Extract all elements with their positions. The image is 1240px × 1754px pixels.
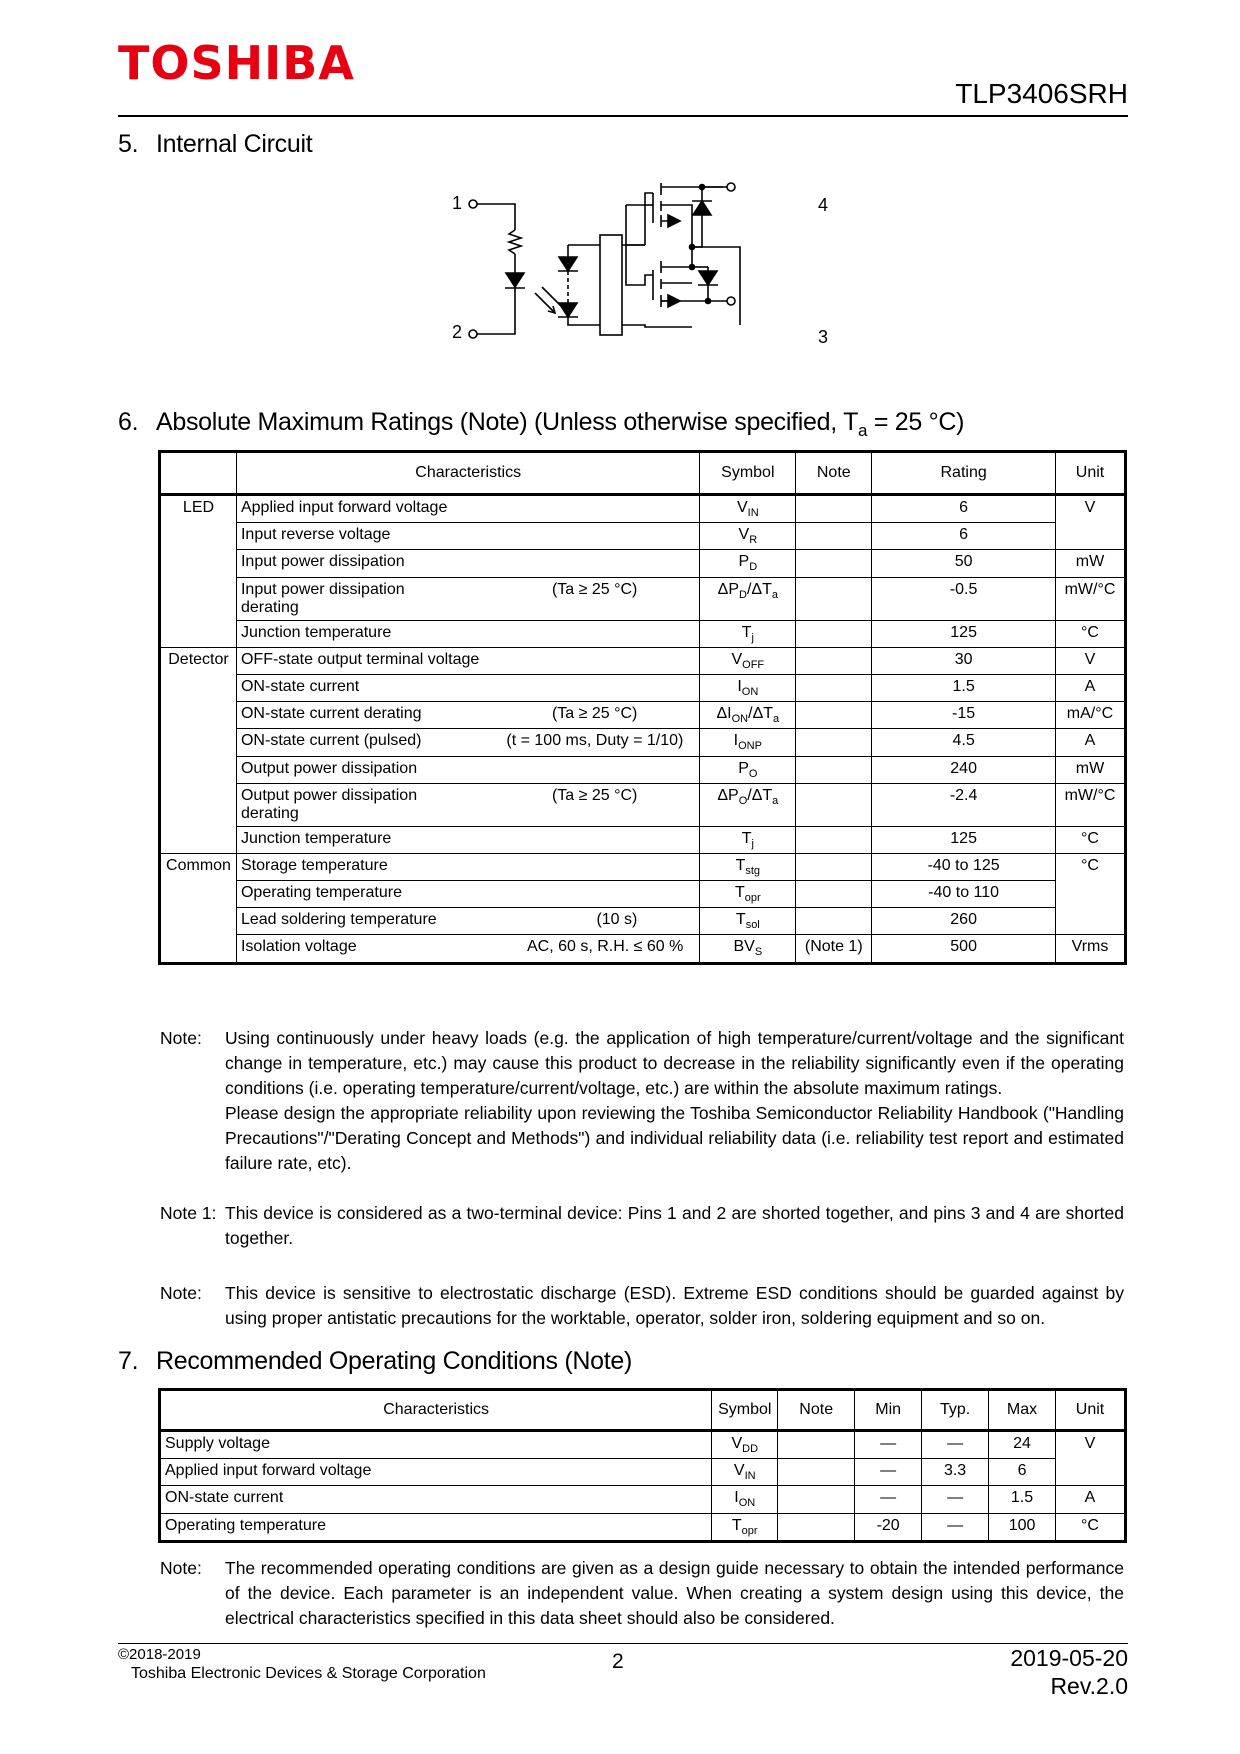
row-rating: 6 <box>872 523 1056 550</box>
row-typ: — <box>922 1486 989 1513</box>
row-note <box>796 729 872 756</box>
row-characteristic: Input power dissipation <box>240 553 405 571</box>
amr-row <box>161 783 1125 826</box>
row-symbol: $T_{sol}$ <box>700 908 796 935</box>
amr-row <box>161 935 1125 962</box>
row-unit: mW/°C <box>1056 577 1125 620</box>
row-min: — <box>855 1486 922 1513</box>
amr-row <box>161 826 1125 853</box>
row-note <box>796 495 872 523</box>
row-symbol: $T_{opr}$ <box>700 881 796 908</box>
row-unit: mW <box>1056 756 1125 783</box>
amr-row <box>161 702 1125 729</box>
row-symbol: $I_{ON}$ <box>700 674 796 701</box>
amr-row <box>161 620 1125 647</box>
company-name: Toshiba Electronic Devices & Storage Corporation <box>131 1665 486 1682</box>
row-condition: (t = 100 ms, Duty = 1/10) <box>506 732 684 750</box>
section-5-heading: 5. Internal Circuit <box>118 130 313 158</box>
copyright: ©2018-2019 <box>118 1646 201 1663</box>
amr-row <box>161 908 1125 935</box>
row-unit: mA/°C <box>1056 702 1125 729</box>
row-unit: A <box>1056 729 1125 756</box>
row-note <box>778 1513 855 1540</box>
col-min: Min <box>855 1391 922 1431</box>
row-symbol: $I_{ONP}$ <box>700 729 796 756</box>
row-rating: -40 to 110 <box>872 881 1056 908</box>
amr-row <box>161 523 1125 550</box>
row-symbol: $V_{IN}$ <box>712 1459 778 1486</box>
pin-2-label: 2 <box>452 322 463 342</box>
group-detector: Detector <box>161 647 237 853</box>
row-symbol: $V_{OFF}$ <box>700 647 796 674</box>
row-min: -20 <box>855 1513 922 1540</box>
row-characteristic: ON-state current derating <box>240 705 422 723</box>
amr-note: Note: Using continuously under heavy loads (e.g. the application of high temperature/current/voltage and the significant change in temperature, etc.) may cause this product to decrease in the reliability significantly even if the operating conditions (i.e. operating temperature/current/voltage, etc.) are within the absolute maximum ratings. Please design the appropriate reliability upon reviewing the Toshiba Semiconductor Reliability Handbook ("Handling Precautions"/"Derating Concept and Methods") and individual reliability data (i.e. reliability test report and estimated failure rate, etc). <box>160 1028 1124 1173</box>
row-note <box>796 853 872 880</box>
row-min: — <box>855 1431 922 1459</box>
row-characteristic: Output power dissipation derating <box>240 786 418 822</box>
row-note <box>778 1486 855 1513</box>
row-rating: 4.5 <box>872 729 1056 756</box>
row-symbol: $T_j$ <box>700 826 796 853</box>
amr-row <box>161 674 1125 701</box>
row-note <box>796 702 872 729</box>
row-characteristic: Isolation voltage <box>240 938 357 956</box>
row-unit: Vrms <box>1056 935 1125 962</box>
row-symbol: $P_O$ <box>700 756 796 783</box>
row-note <box>796 756 872 783</box>
row-condition: (10 s) <box>596 911 638 929</box>
row-rating: 30 <box>872 647 1056 674</box>
row-unit: °C <box>1056 620 1125 647</box>
row-max: 24 <box>989 1431 1056 1459</box>
roc-note: Note: The recommended operating conditions are given as a design guide necessary to obtain the intended performance of the device. Each parameter is an independent value. When creating a system design using this device, the electrical characteristics specified in this data sheet should also be considered. <box>160 1558 1124 1628</box>
row-note <box>778 1459 855 1486</box>
pin-1-label: 1 <box>452 193 463 213</box>
row-characteristic: ON-state current <box>161 1486 712 1513</box>
row-symbol: $BV_S$ <box>700 935 796 962</box>
row-characteristic: Applied input forward voltage <box>240 499 448 516</box>
row-unit: °C <box>1056 826 1125 853</box>
row-note <box>796 881 872 908</box>
row-note <box>796 577 872 620</box>
row-typ: — <box>922 1431 989 1459</box>
row-characteristic: Input reverse voltage <box>240 526 391 544</box>
section-6-heading: 6. Absolute Maximum Ratings (Note) (Unless otherwise specified, $T_a = 25$ °C) <box>118 408 965 440</box>
roc-row <box>161 1513 1125 1540</box>
row-min: — <box>855 1459 922 1486</box>
row-note <box>796 826 872 853</box>
col-note: Note <box>778 1391 855 1431</box>
esd-note: Note: This device is sensitive to electrostatic discharge (ESD). Extreme ESD conditions should be guarded against by using proper antistatic precautions for the worktable, operator, solder iron, soldering equipment and so on. <box>160 1283 1124 1328</box>
row-characteristic: ON-state current <box>240 677 360 695</box>
col-characteristics: Characteristics <box>236 453 699 495</box>
row-condition: (Ta ≥ 25 °C) <box>551 786 638 804</box>
row-note <box>796 908 872 935</box>
col-note: Note <box>796 453 872 495</box>
row-typ: 3.3 <box>922 1459 989 1486</box>
internal-circuit-diagram <box>440 175 840 385</box>
amr-row <box>161 495 1125 523</box>
pin-4-label: 4 <box>818 195 829 215</box>
row-characteristic: OFF-state output terminal voltage <box>240 650 480 668</box>
row-rating: -0.5 <box>872 577 1056 620</box>
row-unit: V <box>1056 495 1125 550</box>
row-condition: (Ta ≥ 25 °C) <box>551 580 638 598</box>
row-max: 100 <box>989 1513 1056 1540</box>
row-symbol: $P_D$ <box>700 550 796 577</box>
group-led: LED <box>161 495 237 648</box>
row-note <box>796 674 872 701</box>
row-symbol: $I_{ON}$ <box>712 1486 778 1513</box>
row-characteristic: Junction temperature <box>240 623 392 641</box>
row-unit: V <box>1056 1431 1125 1486</box>
amr-row <box>161 853 1125 880</box>
row-rating: 125 <box>872 620 1056 647</box>
header-rule <box>118 115 1128 117</box>
row-rating: 50 <box>872 550 1056 577</box>
row-rating: 125 <box>872 826 1056 853</box>
toshiba-logo: TOSHIBA <box>118 36 355 90</box>
row-characteristic: Storage temperature <box>240 856 388 874</box>
row-characteristic: Lead soldering temperature <box>240 911 437 929</box>
section-7-heading: 7. Recommended Operating Conditions (Note) <box>118 1347 633 1375</box>
row-rating: 500 <box>872 935 1056 962</box>
row-symbol: $\Delta P_O/\Delta T_a$ <box>700 783 796 826</box>
row-max: 1.5 <box>989 1486 1056 1513</box>
col-unit: Unit <box>1056 1391 1125 1431</box>
row-symbol: $V_{IN}$ <box>700 495 796 523</box>
amr-row <box>161 550 1125 577</box>
doc-date: 2019-05-20 <box>1010 1645 1128 1671</box>
row-characteristic: Output power dissipation <box>240 759 418 777</box>
row-typ: — <box>922 1513 989 1540</box>
col-unit: Unit <box>1056 453 1125 495</box>
amr-row <box>161 647 1125 674</box>
amr-row <box>161 881 1125 908</box>
row-rating: -15 <box>872 702 1056 729</box>
row-unit: V <box>1056 647 1125 674</box>
row-unit: A <box>1056 674 1125 701</box>
row-unit: mW <box>1056 550 1125 577</box>
row-unit: °C <box>1056 853 1125 935</box>
row-symbol: $\Delta P_D/\Delta T_a$ <box>700 577 796 620</box>
row-characteristic: Operating temperature <box>161 1513 712 1540</box>
amr-row <box>161 756 1125 783</box>
recommended-operating-conditions-table <box>160 1390 1125 1541</box>
amr-note-1: Note 1: This device is considered as a two-terminal device: Pins 1 and 2 are shorted together, and pins 3 and 4 are shorted together. <box>160 1203 1124 1248</box>
row-max: 6 <box>989 1459 1056 1486</box>
col-symbol: Symbol <box>700 453 796 495</box>
col-typ: Typ. <box>922 1391 989 1431</box>
col-symbol: Symbol <box>712 1391 778 1431</box>
group-common: Common <box>161 853 237 962</box>
row-unit: °C <box>1056 1513 1125 1540</box>
roc-row <box>161 1459 1125 1486</box>
row-characteristic: ON-state current (pulsed) <box>240 732 422 750</box>
row-symbol: $T_{stg}$ <box>700 853 796 880</box>
col-characteristics: Characteristics <box>161 1391 712 1431</box>
amr-row <box>161 577 1125 620</box>
footer-rule <box>118 1643 1128 1644</box>
roc-row <box>161 1431 1125 1459</box>
row-rating: -2.4 <box>872 783 1056 826</box>
row-characteristic: Supply voltage <box>161 1431 712 1459</box>
row-rating: 1.5 <box>872 674 1056 701</box>
row-condition: (Ta ≥ 25 °C) <box>551 705 638 723</box>
row-condition: AC, 60 s, R.H. ≤ 60 % <box>526 938 684 956</box>
row-characteristic: Input power dissipation derating <box>240 580 405 616</box>
row-rating: 6 <box>872 495 1056 523</box>
row-symbol: $\Delta I_{ON}/\Delta T_a$ <box>700 702 796 729</box>
page-number: 2 <box>612 1650 624 1673</box>
part-number: TLP3406SRH <box>955 78 1128 109</box>
row-symbol: $V_R$ <box>700 523 796 550</box>
row-note <box>778 1431 855 1459</box>
row-note <box>796 620 872 647</box>
row-characteristic: Junction temperature <box>240 829 392 847</box>
col-rating: Rating <box>872 453 1056 495</box>
pin-3-label: 3 <box>818 327 829 347</box>
row-note <box>796 550 872 577</box>
row-rating: 260 <box>872 908 1056 935</box>
row-symbol: $T_{opr}$ <box>712 1513 778 1540</box>
doc-revision: Rev.2.0 <box>1050 1673 1128 1699</box>
row-rating: 240 <box>872 756 1056 783</box>
col-max: Max <box>989 1391 1056 1431</box>
row-unit: A <box>1056 1486 1125 1513</box>
row-symbol: $T_j$ <box>700 620 796 647</box>
row-note <box>796 647 872 674</box>
row-note <box>796 523 872 550</box>
row-symbol: $V_{DD}$ <box>712 1431 778 1459</box>
row-rating: -40 to 125 <box>872 853 1056 880</box>
row-note <box>796 783 872 826</box>
roc-row <box>161 1486 1125 1513</box>
row-note: (Note 1) <box>796 935 872 962</box>
amr-row <box>161 729 1125 756</box>
row-characteristic: Operating temperature <box>240 884 402 902</box>
row-characteristic: Applied input forward voltage <box>161 1459 712 1486</box>
absolute-maximum-ratings-table <box>160 452 1125 963</box>
row-unit: mW/°C <box>1056 783 1125 826</box>
